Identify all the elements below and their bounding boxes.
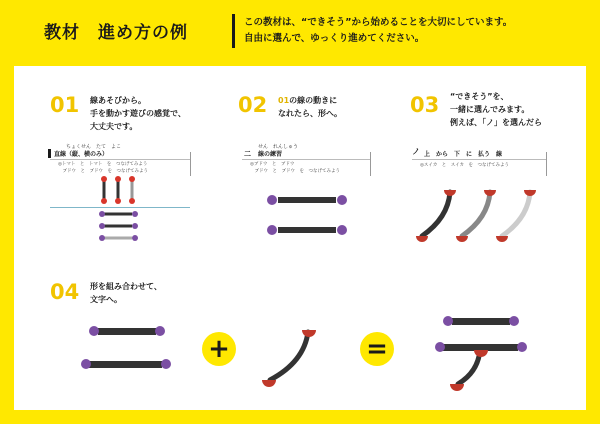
ws2-row-2: ブドウ と ブドウ を つなげてみよう [250,169,340,174]
step-01-text [90,94,186,133]
ws3-title: 上 から 下 に 払う 線 [424,151,503,158]
ws3-frame [546,152,547,176]
equals-sign: = [360,332,394,366]
step-04-text [90,280,162,306]
intro-text [244,15,512,47]
step-04-line-1: 形を組み合わせて、 [90,282,162,291]
step-04-number: 04 [50,280,80,304]
step-02-number: 02 [238,93,268,117]
step-02-line-1-rest: の線の動きに [289,96,338,105]
ws1-ruby: ちょくせん たて よこ [66,144,122,150]
content-panel [14,66,586,410]
step-03-number: 03 [410,93,440,117]
divider-bar [232,14,235,48]
step-01-line-1: 線あそびから。 [90,96,146,105]
step-03-text [450,90,542,129]
intro-line-2: 自由に選んで、ゆっくり進めてください。 [244,33,425,44]
eq-ni-drawing [84,318,174,378]
step-03-line-1: “できそう”を、 [450,92,509,101]
eq-no-drawing [260,322,320,388]
ws2-glyph: 二 [244,150,251,158]
header [0,0,600,66]
ws1-drawing [98,176,148,246]
step-02-line-1 [278,94,342,107]
step-01-number: 01 [50,93,80,117]
ws3-drawing [414,184,544,254]
eq-te-drawing [438,310,528,394]
step-01-line-2: 手を動かす遊びの感覚で、 [90,109,186,118]
step-02-text [278,94,342,120]
ws2-ruby: せん れんしゅう [258,144,299,150]
step-02-line-2: なれたら、形へ。 [278,109,342,118]
ws2-drawing [264,186,354,246]
ws1-row-2: ブドウ と ブドウ を つなげてみよう [58,169,148,174]
step-02-ref: 01 [278,96,290,105]
ws2-title: 線の練習 [258,151,283,158]
grape-horizontal-lines [99,211,138,241]
tomato-vertical-lines [101,176,135,204]
ws1-row-1: ◎トマト と トマト を つなげてみよう [58,162,148,167]
ws3-glyph: ノ [412,147,420,156]
step-04-line-2: 文字へ。 [90,295,122,304]
intro-line-1: この教材は、“できそう”から始めることを大切にしています。 [244,17,513,28]
step-01-line-3: 大丈夫です。 [90,122,138,131]
ws3-rule [412,159,546,160]
ws1-rule [50,159,190,160]
plus-sign: + [202,332,236,366]
step-03-line-2: 一緒に選んでみます。 [450,105,530,114]
ni-strokes [267,195,347,235]
ws1-frame [190,152,191,176]
no-strokes [416,190,536,242]
ws1-title: 直線（縦、横のみ） [54,151,109,158]
ws2-row-1: ◎ブドウ と ブドウ [250,162,295,167]
step-03-line-3: 例えば、「ノ」を選んだら [450,118,542,127]
ws1-marker [48,149,51,158]
page-title: 教材 進め方の例 [44,23,188,43]
ws2-rule [242,159,370,160]
ws3-row-1: ◎スイカ と スイカ を つなげてみよう [420,163,509,168]
ws2-frame [370,152,371,176]
